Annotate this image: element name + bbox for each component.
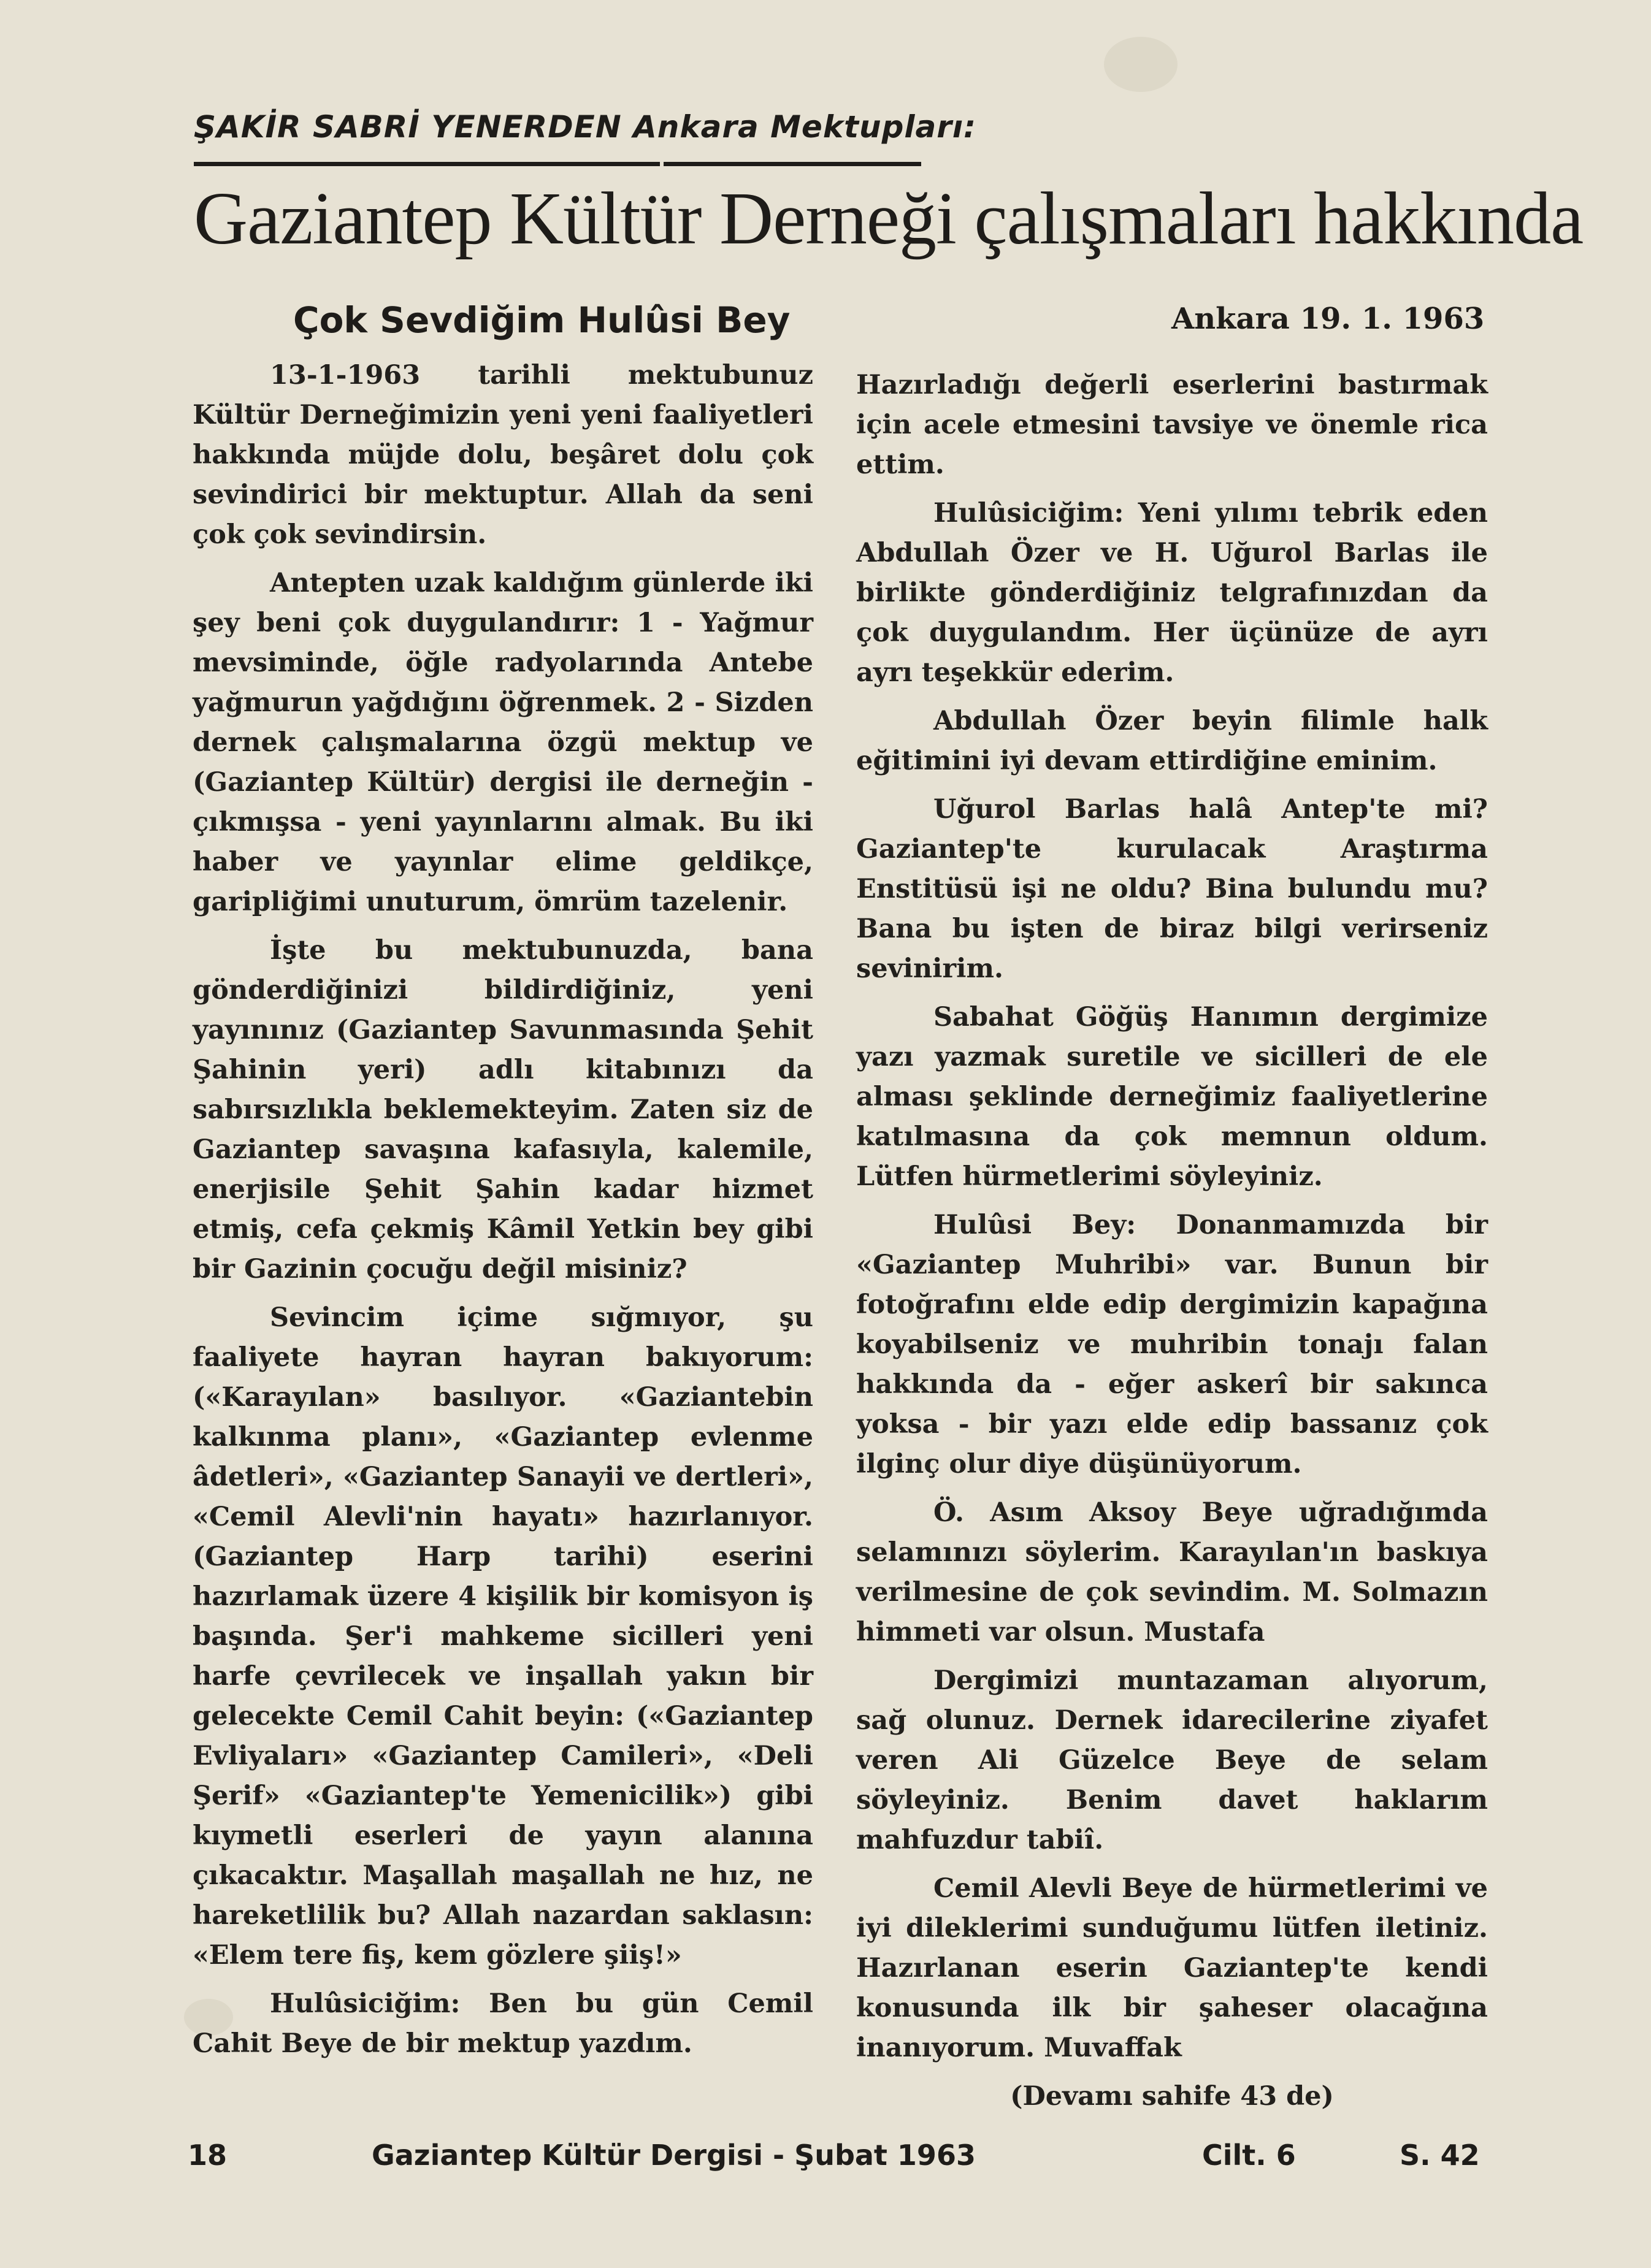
magazine-info: Gaziantep Kültür Dergisi - Şubat 1963 [372,2139,976,2172]
letter-salutation: Çok Sevdiğim Hulûsi Bey [293,299,791,341]
paragraph: Abdullah Özer beyin filimle halk eğitimini iyi devam ettirdiğine eminim. [856,706,1488,776]
article-headline: Gaziantep Kültür Derneği çalışmaları hakkında [194,177,1584,260]
paragraph: Sabahat Göğüş Hanımın dergimize yazı yazmak suretile ve sicilleri de ele alması şeklinde derneğimiz faaliyetlerine katılmasına da çok memnun oldum. Lütfen hürmetlerimi söyleyiniz. [856,1002,1488,1192]
letter-dateline: Ankara 19. 1. 1963 [1171,302,1485,336]
paragraph: Hulûsiciğim: Yeni yılımı tebrik eden Abdullah Özer ve H. Uğurol Barlas ile birlikte gönderdiğiniz telgrafınızdan da çok duygulandım. Her üçünüze de ayrı ayrı teşekkür ederim. [856,498,1488,688]
paragraph: Hulûsi Bey: Donanmamızda bir «Gaziantep Muhribi» var. Bunun bir fotoğrafını elde edip dergimizin kapağına koyabilseniz ve muhribin tonajı falan hakkında da - eğer askerî bir sakınca yoksa - bir yazı elde edip bassanız çok ilginç olur diye düşünüyorum. [856,1210,1488,1480]
paragraph: Antepten uzak kaldığım günlerde iki şey beni çok duygulandırır: 1 - Yağmur mevsiminde, öğle radyolarında Antebe yağmurun yağdığını öğrenmek. 2 - Sizden dernek çalışmalarına özgü mektup ve (Gaziantep Kültür) dergisi ile derneğin - çıkmışsa - yeni yayınlarını almak. Bu iki haber ve yayınlar elime geldikçe, garipliğimi unuturum, ömrüm tazelenir. [193,568,813,917]
paragraph: Ö. Asım Aksoy Beye uğradığımda selamınızı söylerim. Karayılan'ın baskıya verilmesine de çok sevindim. M. Solmazın himmeti var olsun. Mustafa [856,1497,1488,1648]
paragraph: Dergimizi muntazaman alıyorum, sağ olunuz. Dernek idarecilerine ziyafet veren Ali Güzelce Beye de selam söyleyiniz. Benim davet haklarım mahfuzdur tabiî. [856,1665,1488,1855]
continuation-note: (Devamı sahife 43 de) [1010,2081,1334,2112]
header-rule [194,162,660,166]
paragraph: Hazırladığı değerli eserlerini bastırmak için acele etmesini tavsiye ve önemle rica ettim. [856,370,1488,480]
paragraph: Sevincim içime sığmıyor, şu faaliyete hayran hayran bakıyorum: («Karayılan» basılıyor. «Gaziantebin kalkınma planı», «Gaziantep evlenme âdetleri», «Gaziantep Sanayii ve dertleri», «Cemil Alevli'nin hayatı» hazırlanıyor. (Gaziantep Harp tarihi) eserini hazırlamak üzere 4 kişilik bir komisyon iş başında. Şer'i mahkeme sicilleri yeni harfe çevrilecek ve inşallah yakın bir gelecekte Cemil Cahit beyin: («Gaziantep Evliyaları» «Gaziantep Camileri», «Deli Şerif» «Gaziantep'te Yemenicilik») gibi kıymetli eserleri de yayın alanına çıkacaktır. Maşallah maşallah ne hız, ne hareketlilik bu? Allah nazardan saklasın: «Elem tere fiş, kem gözlere şiiş!» [193,1302,813,1971]
header-rule [664,162,921,166]
page-footer [188,2139,1488,2182]
author-kicker: ŞAKİR SABRİ YENERDEN Ankara Mektupları: [194,109,977,145]
left-column [193,356,813,2072]
paper-stain [1104,37,1178,92]
paragraph: Cemil Alevli Beye de hürmetlerimi ve iyi dileklerimi sunduğumu lütfen iletiniz. Hazırlanan eserin Gaziantep'te kendi konusunda ilk bir şaheser olacağına inanıyorum. Muvaffak [856,1873,1488,2063]
paragraph: 13-1-1963 tarihli mektubunuz Kültür Derneğimizin yeni yeni faaliyetleri hakkında müjde dolu, beşâret dolu çok sevindirici bir mektuptur. Allah da seni çok çok sevindirsin. [193,360,813,550]
page-number: 18 [188,2139,228,2172]
volume-number: Cilt. 6 [1202,2139,1296,2172]
paragraph: İşte bu mektubunuzda, bana gönderdiğinizi bildirdiğiniz, yeni yayınınız (Gaziantep Savunmasında Şehit Şahinin yeri) adlı kitabınızı da sabırsızlıkla beklemekteyim. Zaten siz de Gaziantep savaşına kafasıyla, kalemile, enerjisile Şehit Şahin kadar hizmet etmiş, cefa çekmiş Kâmil Yetkin bey gibi bir Gazinin çocuğu değil misiniz? [193,935,813,1285]
paragraph: Hulûsiciğim: Ben bu gün Cemil Cahit Beye de bir mektup yazdım. [193,1988,813,2059]
paragraph: Uğurol Barlas halâ Antep'te mi? Gaziantep'te kurulacak Araştırma Enstitüsü işi ne oldu? Bina bulundu mu? Bana bu işten de biraz bilgi verirseniz sevinirim. [856,794,1488,984]
issue-number: S. 42 [1400,2139,1480,2172]
right-column [856,365,1488,2125]
